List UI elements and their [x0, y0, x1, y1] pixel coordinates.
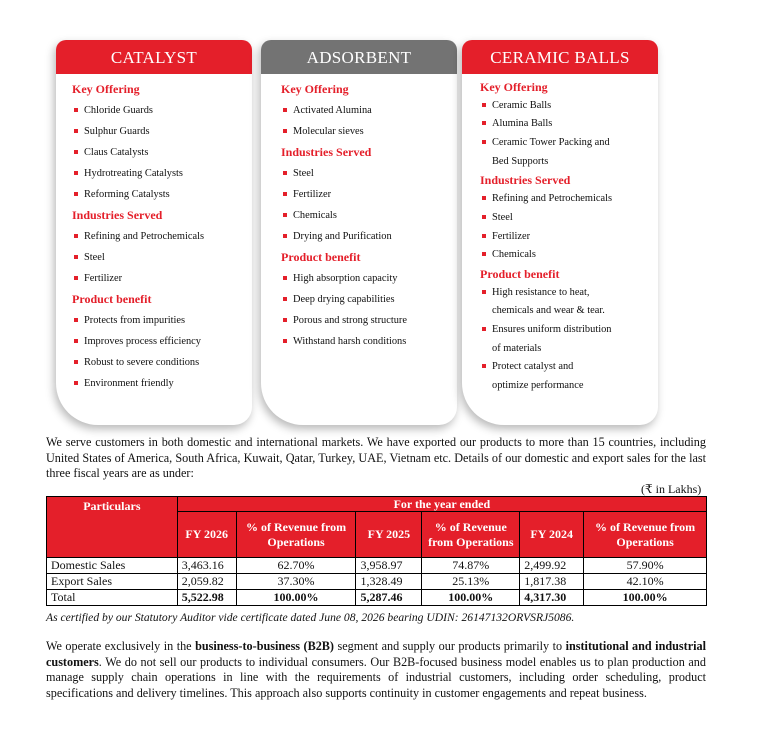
list-item: Drying and Purification	[281, 226, 451, 247]
table-row	[47, 558, 707, 574]
column-header: FY 2024	[520, 512, 584, 558]
bullet-icon	[74, 171, 78, 175]
b2b-paragraph: We operate exclusively in the business-to-business (B2B) segment and supply our products primarily to institutional and industrial customers. We do not sell our products to individual consumers. Our B2B-focused business model enables us to plan production and manage supply chain operations in line with the requirements of industrial customers, including order scheduling, product specifications and delivery timelines. This approach also supports continuity in customer engagements and repeat business.	[46, 639, 706, 701]
bullet-icon	[482, 121, 486, 125]
list-item: Activated Alumina	[281, 100, 451, 121]
list-item: Steel	[281, 163, 451, 184]
section-title: Product benefit	[281, 250, 361, 264]
list-item: Chemicals	[281, 205, 451, 226]
list-item: Refining and Petrochemicals	[480, 190, 652, 209]
table-cell: 3,463.16	[177, 558, 236, 574]
list-item: Fertilizer	[281, 184, 451, 205]
row-label: Domestic Sales	[47, 558, 178, 574]
certification-note: As certified by our Statutory Auditor vide certificate dated June 08, 2026 bearing UDIN: 26147132ORVSRJ5086.	[46, 611, 575, 624]
list-item: Refining and Petrochemicals	[72, 226, 246, 247]
table-cell: 62.70%	[236, 558, 356, 574]
list-item: Improves process efficiency	[72, 331, 246, 352]
table-cell: 100.00%	[584, 590, 707, 606]
bullet-icon	[283, 234, 287, 238]
section-title: Key Offering	[480, 80, 548, 94]
bullet-icon	[283, 213, 287, 217]
list-item: Chloride Guards	[72, 100, 246, 121]
table-cell: 2,059.82	[177, 574, 236, 590]
bullet-icon	[283, 129, 287, 133]
period-header: For the year ended	[177, 497, 706, 512]
list-item: Chemicals	[480, 246, 652, 265]
bullet-icon	[74, 255, 78, 259]
bullet-icon	[74, 192, 78, 196]
list-item-continuation: Bed Supports	[492, 155, 549, 167]
list-item: Deep drying capabilities	[281, 289, 451, 310]
list-item: Fertilizer	[72, 268, 246, 289]
list-item-continuation: optimize performance	[492, 380, 584, 391]
list-item: Hydrotreating Catalysts	[72, 163, 246, 184]
table-cell: 57.90%	[584, 558, 707, 574]
bullet-icon	[482, 215, 486, 219]
card-title: CATALYST	[56, 40, 252, 74]
list-item: High resistance to heat,	[480, 284, 652, 303]
bullet-icon	[74, 150, 78, 154]
bullet-icon	[482, 290, 486, 294]
section-title: Industries Served	[72, 208, 163, 222]
table-cell: 5,287.46	[356, 590, 422, 606]
bullet-icon	[74, 108, 78, 112]
bullet-icon	[74, 276, 78, 280]
list-item: Protect catalyst and	[480, 358, 652, 377]
list-item: High absorption capacity	[281, 268, 451, 289]
adsorbent-card	[261, 40, 457, 425]
section-title: Product benefit	[72, 292, 152, 306]
bullet-icon	[482, 327, 486, 331]
row-label: Total	[47, 590, 178, 606]
column-header: % of Revenue from Operations	[236, 512, 356, 558]
list-item: Sulphur Guards	[72, 121, 246, 142]
list-item: Fertilizer	[480, 228, 652, 247]
bullet-icon	[283, 318, 287, 322]
list-item: Robust to severe conditions	[72, 352, 246, 373]
section-title: Key Offering	[281, 82, 349, 96]
list-item-continuation: of materials	[492, 342, 542, 354]
table-row-total	[47, 590, 707, 606]
table-cell: 4,317.30	[520, 590, 584, 606]
list-item: Ceramic Balls	[480, 97, 652, 116]
table-cell: 1,817.38	[520, 574, 584, 590]
units-note: (₹ in Lakhs)	[641, 482, 702, 496]
column-header: % of Revenue from Operations	[584, 512, 707, 558]
bullet-icon	[482, 140, 486, 144]
bullet-icon	[74, 339, 78, 343]
bullet-icon	[482, 103, 486, 107]
list-item: Porous and strong structure	[281, 310, 451, 331]
bullet-icon	[74, 318, 78, 322]
table-cell: 100.00%	[422, 590, 520, 606]
bullet-icon	[283, 171, 287, 175]
list-item: Molecular sieves	[281, 121, 451, 142]
card-body	[480, 78, 652, 396]
bullet-icon	[74, 360, 78, 364]
table-header-row	[47, 497, 707, 512]
bullet-icon	[482, 364, 486, 368]
bullet-icon	[283, 192, 287, 196]
column-header: FY 2025	[356, 512, 422, 558]
card-title: CERAMIC BALLS	[462, 40, 658, 74]
table-row	[47, 574, 707, 590]
bullet-icon	[482, 252, 486, 256]
bullet-icon	[74, 129, 78, 133]
bullet-icon	[283, 297, 287, 301]
bullet-icon	[482, 234, 486, 238]
card-body	[281, 79, 451, 352]
table-cell: 100.00%	[236, 590, 356, 606]
list-item: Reforming Catalysts	[72, 184, 246, 205]
list-item: Steel	[480, 209, 652, 228]
section-title: Industries Served	[281, 145, 372, 159]
intro-paragraph: We serve customers in both domestic and international markets. We have exported our products to more than 15 countries, including United States of America, South Africa, Kuwait, Qatar, Turkey, UAE, Vietnam etc. Details of our domestic and export sales for the last three fiscal years are as under:	[46, 435, 706, 481]
section-title: Industries Served	[480, 173, 571, 188]
ceramic-balls-card	[462, 40, 658, 425]
sales-table	[46, 496, 707, 606]
column-header: FY 2026	[177, 512, 236, 558]
row-label: Export Sales	[47, 574, 178, 590]
table-cell: 25.13%	[422, 574, 520, 590]
list-item: Alumina Balls	[480, 115, 652, 134]
table-cell: 2,499.92	[520, 558, 584, 574]
bullet-icon	[283, 276, 287, 280]
bullet-icon	[283, 108, 287, 112]
section-title: Product benefit	[480, 266, 560, 281]
table-cell: 37.30%	[236, 574, 356, 590]
list-item: Withstand harsh conditions	[281, 331, 451, 352]
table-cell: 3,958.97	[356, 558, 422, 574]
column-header: % of Revenue from Operations	[422, 512, 520, 558]
list-item: Steel	[72, 247, 246, 268]
table-cell: 5,522.98	[177, 590, 236, 606]
section-title: Key Offering	[72, 82, 140, 96]
bullet-icon	[74, 234, 78, 238]
table-cell: 74.87%	[422, 558, 520, 574]
card-title: ADSORBENT	[261, 40, 457, 74]
list-item: Protects from impurities	[72, 310, 246, 331]
list-item: Environment friendly	[72, 373, 246, 394]
list-item-continuation: chemicals and wear & tear.	[492, 305, 605, 317]
particulars-header: Particulars	[47, 497, 178, 558]
bullet-icon	[482, 196, 486, 200]
list-item: Ensures uniform distribution	[480, 321, 652, 340]
table-cell: 42.10%	[584, 574, 707, 590]
bullet-icon	[74, 381, 78, 385]
table-cell: 1,328.49	[356, 574, 422, 590]
bullet-icon	[283, 339, 287, 343]
list-item: Claus Catalysts	[72, 142, 246, 163]
card-body	[72, 79, 246, 394]
catalyst-card	[56, 40, 252, 425]
list-item: Ceramic Tower Packing and	[480, 134, 652, 153]
